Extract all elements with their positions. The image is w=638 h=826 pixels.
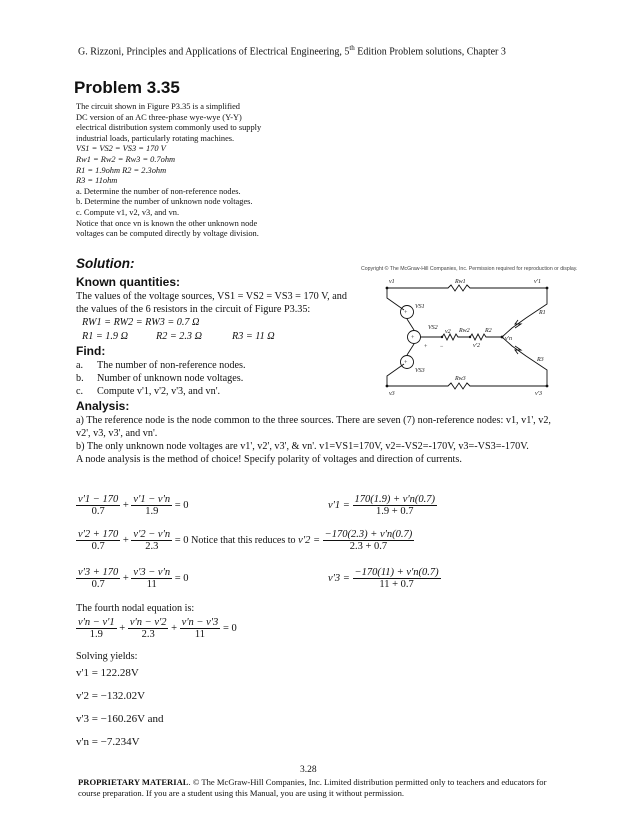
numerator: v'1 − 170 xyxy=(78,494,119,505)
node-v2p xyxy=(469,336,471,338)
numerator: −170(11) + v'n(0.7) xyxy=(354,567,439,578)
r3-zigzag xyxy=(515,346,521,354)
equation-rhs: = 0 xyxy=(174,572,189,584)
solution-lhs: v'2 = xyxy=(298,534,321,546)
answer-v1: v'1 = 122.28V xyxy=(76,667,139,679)
denominator: 2.3 + 0.7 xyxy=(349,541,388,552)
label-v1: v1 xyxy=(389,279,395,285)
r1-zigzag xyxy=(515,320,521,328)
find-marker: b. xyxy=(76,373,84,384)
node-v1p xyxy=(546,287,549,290)
vs1-plus: + xyxy=(404,310,408,316)
label-r3: R3 xyxy=(537,357,544,363)
numerator: v'2 + 170 xyxy=(78,529,119,540)
problem-statement xyxy=(76,102,316,240)
analysis-heading: Analysis: xyxy=(76,399,130,413)
equation-2: $\frac{v'2 + 170}{0.7}$ + $\frac{v'2 - v'n}{2.3}$ = 0 Notice that this reduces to v'2 = $\frac{-170(2.3) + v'n(0.7)}{2.3 + 0.7}$ xyxy=(78,529,413,552)
problem-title: Problem 3.35 xyxy=(74,78,180,97)
numerator: −170(2.3) + v'n(0.7) xyxy=(324,529,413,540)
denominator: 0.7 xyxy=(91,579,105,590)
known-rw: RW1 = RW2 = RW3 = 0.7 Ω xyxy=(82,317,200,328)
problem-line: DC version of an AC three-phase wye-wye (Y-Y) xyxy=(76,112,242,122)
problem-line: VS1 = VS2 = VS3 = 170 V xyxy=(76,144,166,154)
label-r1: R1 xyxy=(539,310,546,316)
fraction xyxy=(353,494,437,517)
label-v3p: v'3 xyxy=(535,391,542,397)
numerator: v'1 − v'n xyxy=(133,494,171,505)
denominator: 11 xyxy=(146,579,157,590)
numerator: v'n − v'2 xyxy=(129,617,167,628)
denominator: 11 + 0.7 xyxy=(379,579,414,590)
fraction xyxy=(76,567,120,590)
problem-line: R1 = 1.9ohm R2 = 2.3ohm xyxy=(76,165,167,175)
denominator: 2.3 xyxy=(141,629,155,640)
label-vs3: VS3 xyxy=(415,368,425,374)
fraction xyxy=(131,494,172,517)
fourth-equation-text: The fourth nodal equation is: xyxy=(76,603,195,614)
equation-1: $\frac{v'1 - 170}{0.7}$ + $\frac{v'1 - v'n}{1.9}$ = 0 xyxy=(78,494,189,517)
label-v1p: v'1 xyxy=(534,279,541,285)
fraction xyxy=(76,494,120,517)
vs3-plus: + xyxy=(404,360,408,366)
fraction xyxy=(128,617,169,640)
label-v3: v3 xyxy=(389,391,395,397)
denominator: 0.7 xyxy=(91,541,105,552)
known-heading: Known quantities: xyxy=(76,275,180,289)
label-rw1: Rw1 xyxy=(455,279,466,285)
footer-bold: PROPRIETARY MATERIAL xyxy=(78,777,189,787)
answer-vn: v'n = −7.234V xyxy=(76,736,140,748)
problem-line: R3 = 11ohm xyxy=(76,176,118,186)
label-v2: v2 xyxy=(445,329,451,335)
numerator: 170(1.9) + v'n(0.7) xyxy=(354,494,435,505)
find-heading: Find: xyxy=(76,344,106,358)
header-sup: th xyxy=(349,44,355,52)
solution-3 xyxy=(328,567,441,590)
denominator: 2.3 xyxy=(145,541,159,552)
equation-rhs: = 0 xyxy=(174,534,189,546)
analysis-line: a) The reference node is the node common to the three sources. There are seven (7) non-reference nodes: v1, v1', v2, xyxy=(76,415,551,426)
known-line-2: the values of the 6 resistors in the circuit of Figure P3.35: xyxy=(76,304,311,315)
numerator: v'2 − v'n xyxy=(133,529,171,540)
equation-rhs: = 0 xyxy=(174,499,189,511)
wire-vs1 xyxy=(387,288,404,310)
find-item xyxy=(76,385,220,398)
numerator: v'n − v'1 xyxy=(78,617,115,628)
page-footer xyxy=(78,777,568,799)
header-text-2: Edition Problem solutions, Chapter 3 xyxy=(354,46,506,58)
page-number: 3.28 xyxy=(300,765,317,775)
problem-line: b. Determine the number of unknown node voltages. xyxy=(76,197,253,207)
denominator: 1.9 xyxy=(89,629,103,640)
label-v2p: v'2 xyxy=(473,343,480,349)
equation-3: $\frac{v'3 + 170}{0.7}$ + $\frac{v'3 - v'n}{11}$ = 0 xyxy=(78,567,189,590)
page-header xyxy=(78,44,506,57)
footer-text: . © The McGraw-Hill Companies, Inc. Limited distribution permitted only to teachers and educators for course preparation. If you are a student using this Manual, you are using it without permission. xyxy=(78,777,547,798)
node-v3 xyxy=(386,385,389,388)
solving-text: Solving yields: xyxy=(76,651,138,662)
wire-middle xyxy=(420,334,502,340)
equation-4: $\frac{v'n - v'1}{1.9}$ + $\frac{v'n - v'2}{2.3}$ + $\frac{v'n - v'3}{11}$ = 0 xyxy=(78,617,237,640)
find-text: The number of non-reference nodes. xyxy=(97,360,246,371)
denominator: 1.9 + 0.7 xyxy=(376,506,414,517)
fraction xyxy=(353,567,441,590)
label-vnp: v'n xyxy=(505,336,512,342)
problem-line: The circuit shown in Figure P3.35 is a simplified xyxy=(76,102,240,111)
label-rw2: Rw2 xyxy=(459,328,470,334)
node-v1 xyxy=(386,287,389,290)
find-text: Number of unknown node voltages. xyxy=(97,373,244,384)
vs2-minus-outer: − xyxy=(440,344,444,350)
wire-top xyxy=(387,285,547,291)
problem-line: c. Compute v1, v2, v3, and vn. xyxy=(76,207,180,217)
fraction xyxy=(180,617,221,640)
answer-v3: v'3 = −160.26V and xyxy=(76,713,164,725)
problem-line: a. Determine the number of non-reference nodes. xyxy=(76,186,241,196)
find-text: Compute v'1, v'2, v'3, and vn'. xyxy=(97,386,221,397)
problem-line: Notice that once vn is known the other unknown node xyxy=(76,218,258,228)
fraction xyxy=(131,529,172,552)
known-r2: R2 = 2.3 Ω xyxy=(156,331,202,342)
fraction xyxy=(76,617,117,640)
numerator: v'n − v'3 xyxy=(181,617,219,628)
analysis-line: v2', v3, v3', and vn'. xyxy=(76,428,158,439)
answer-v2: v'2 = −132.02V xyxy=(76,690,146,702)
find-marker: a. xyxy=(76,360,84,371)
label-vs1: VS1 xyxy=(415,304,425,310)
denominator: 1.9 xyxy=(145,506,159,517)
analysis-line: b) The only unknown node voltages are v1', v2', v3', & vn'. v1=VS1=170V, v2=-VS2=-170V, v3=-VS3=-170V. xyxy=(76,441,529,452)
analysis-line: A node analysis is the method of choice! Specify polarity of voltages and direction of currents. xyxy=(76,454,462,465)
fraction xyxy=(131,567,172,590)
solution-lhs: v'1 = xyxy=(328,499,350,511)
label-r2: R2 xyxy=(485,328,492,334)
problem-line: industrial loads, particularly rotating machines. xyxy=(76,133,235,143)
solution-lhs: v'3 = xyxy=(328,572,350,584)
find-item xyxy=(76,372,243,385)
find-marker: c. xyxy=(76,386,84,397)
label-vs2: VS2 xyxy=(428,325,438,331)
numerator: v'3 − v'n xyxy=(133,567,171,578)
wire-bottom xyxy=(387,383,547,389)
denominator: 11 xyxy=(194,629,206,640)
vs2-plus-outer: + xyxy=(424,344,428,350)
problem-line: electrical distribution system commonly used to supply xyxy=(76,123,262,133)
fraction xyxy=(323,529,415,552)
node-v3p xyxy=(546,385,549,388)
fraction xyxy=(76,529,120,552)
label-rw3: Rw3 xyxy=(455,376,466,382)
known-line-1: The values of the voltage sources, VS1 = VS2 = VS3 = 170 V, and xyxy=(76,291,347,302)
circuit-diagram xyxy=(362,272,568,402)
reduces-text: Notice that this reduces to xyxy=(191,534,296,546)
problem-line: voltages can be computed directly by voltage division. xyxy=(76,229,259,239)
numerator: v'3 + 170 xyxy=(78,567,119,578)
known-r1: R1 = 1.9 Ω xyxy=(82,331,128,342)
node-vn xyxy=(501,336,504,339)
figure-copyright: Copyright © The McGraw-Hill Companies, Inc. Permission required for reproduction or display. xyxy=(361,266,578,272)
problem-line: Rw1 = Rw2 = Rw3 = 0.7ohm xyxy=(76,154,176,164)
known-r3: R3 = 11 Ω xyxy=(232,331,275,342)
wire-vs3 xyxy=(387,364,404,386)
node-v2 xyxy=(441,336,443,338)
solution-heading: Solution: xyxy=(76,256,135,271)
solution-1 xyxy=(328,494,437,517)
find-item xyxy=(76,359,246,372)
denominator: 0.7 xyxy=(91,506,105,517)
equation-rhs: = 0 xyxy=(222,622,237,634)
header-text: G. Rizzoni, Principles and Applications of Electrical Engineering, 5 xyxy=(78,46,350,58)
vs2-plus: + xyxy=(411,335,415,341)
